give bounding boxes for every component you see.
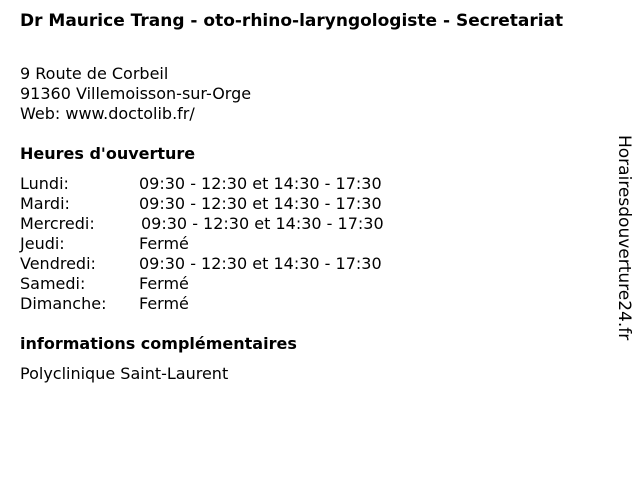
day-hours: 09:30 - 12:30 et 14:30 - 17:30 (139, 194, 382, 213)
info-text: Polyclinique Saint-Laurent (20, 364, 229, 383)
day-hours: 09:30 - 12:30 et 14:30 - 17:30 (139, 254, 382, 273)
address-street: 9 Route de Corbeil (20, 64, 169, 83)
day-hours: 09:30 - 12:30 et 14:30 - 17:30 (141, 214, 384, 233)
day-label: Mardi: (20, 194, 70, 213)
address-city: 91360 Villemoisson-sur-Orge (20, 84, 252, 103)
site-watermark: Horairesdouverture24.fr (614, 135, 634, 341)
day-hours: Fermé (139, 294, 189, 313)
day-label: Dimanche: (20, 294, 107, 313)
day-label: Mercredi: (20, 214, 95, 233)
day-label: Jeudi: (20, 234, 65, 253)
address-block (20, 64, 251, 124)
day-hours: Fermé (139, 274, 189, 293)
day-hours: 09:30 - 12:30 et 14:30 - 17:30 (139, 174, 382, 193)
hours-heading: Heures d'ouverture (20, 144, 196, 163)
day-label: Vendredi: (20, 254, 96, 273)
address-web: Web: www.doctolib.fr/ (20, 104, 195, 123)
day-label: Samedi: (20, 274, 86, 293)
day-hours: Fermé (139, 234, 189, 253)
page-title: Dr Maurice Trang - oto-rhino-laryngologiste - Secretariat (20, 11, 564, 31)
day-label: Lundi: (20, 174, 69, 193)
info-heading: informations complémentaires (20, 334, 297, 353)
